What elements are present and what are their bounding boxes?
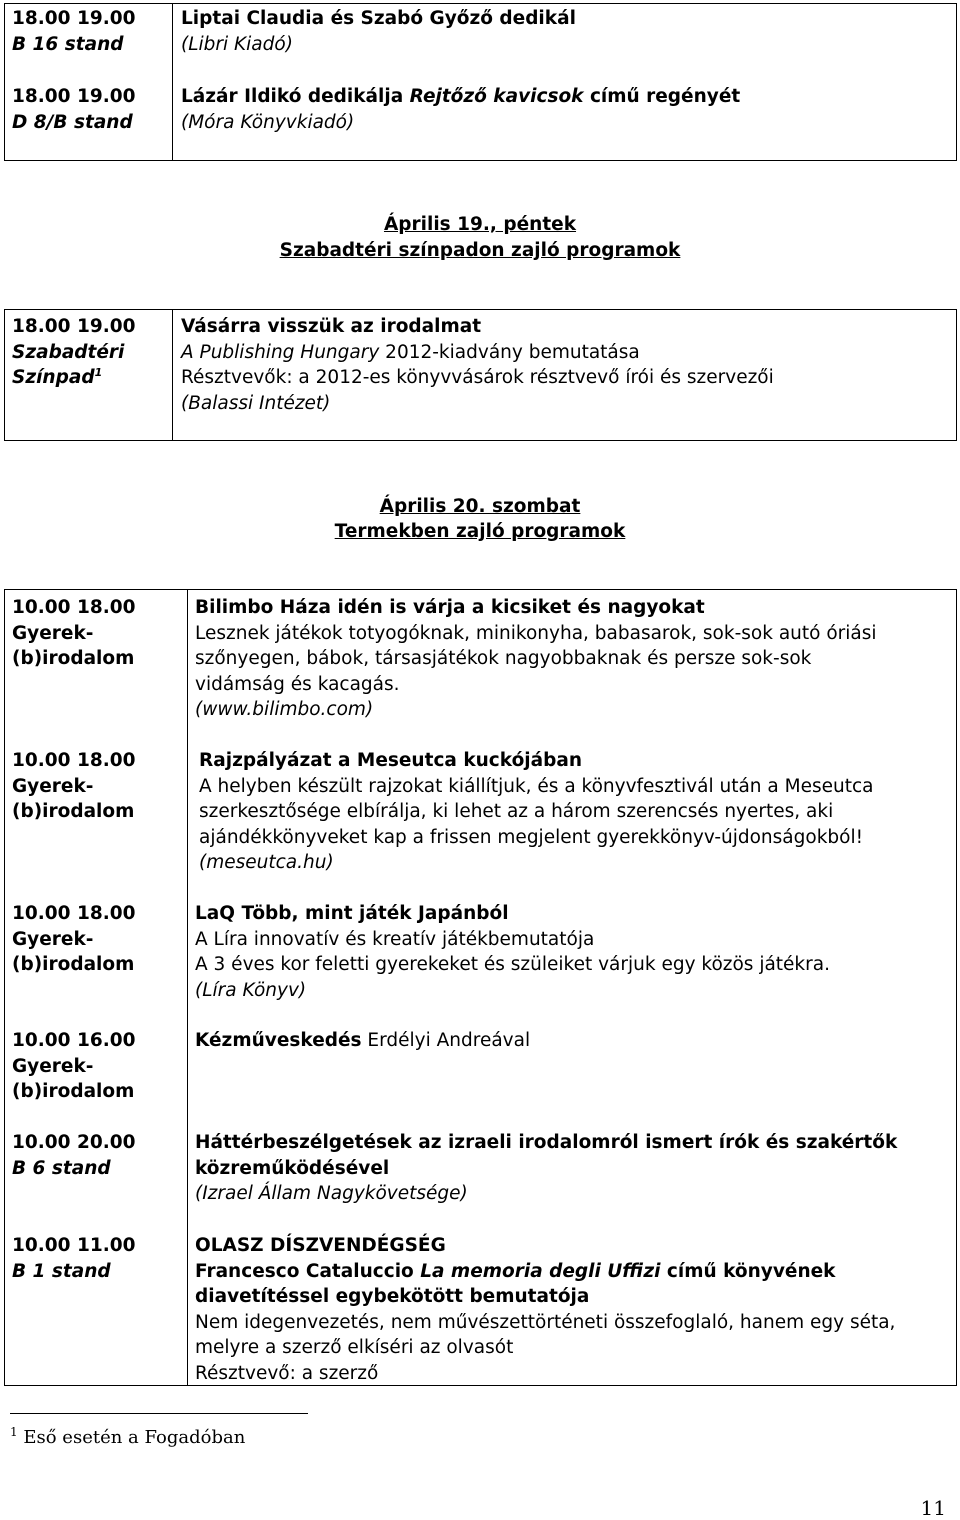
organizer: (meseutca.hu) (199, 852, 334, 873)
book-title: Rejtőző kavicsok (409, 86, 584, 107)
program-line: A Líra innovatív és kreatív játékbemutatója (195, 928, 595, 950)
organizer: (Balassi Intézet) (181, 392, 331, 414)
program-line: vidámság és kacagás. (195, 673, 400, 695)
stand-location: B 1 stand (12, 1260, 111, 1282)
italic-text: A Publishing Hungary (181, 341, 380, 363)
table-row (12, 1130, 182, 1181)
organizer: (www.bilimbo.com) (195, 699, 374, 720)
time-range: 18.00 19.00 (12, 8, 136, 29)
title-bold: Kézműveskedés (195, 1030, 362, 1051)
table-row (12, 1028, 182, 1105)
table-divider (172, 3, 173, 161)
time-range: 10.00 18.00 (12, 903, 136, 924)
program-line: melyre a szerző elkíséri az olvasót (195, 1337, 514, 1358)
section-subtitle (0, 519, 960, 545)
day-title: Április 19., péntek (383, 214, 577, 235)
book-title: La memoria degli Uffizi (420, 1260, 661, 1282)
subtitle-text: Szabadtéri színpadon zajló programok (279, 240, 681, 261)
program-title (181, 84, 740, 110)
program-line: A helyben készült rajzokat kiállítjuk, és a könyvfesztivál után a Meseutca (199, 775, 874, 797)
page-number: 11 (920, 1496, 946, 1520)
time-range: 18.00 19.00 (12, 316, 136, 337)
program-line: szőnyegen, bábok, társasjátékok nagyobbaknak és persze sok-sok (195, 648, 812, 669)
program-description (199, 748, 873, 876)
plain-text: 2012-kiadvány bemutatása (379, 341, 640, 363)
title-text: című könyvének (660, 1260, 836, 1282)
program-line: Résztvevők: a 2012-es könyvvásárok résztvevő írói és szervezői (181, 367, 774, 388)
day-title: Április 20. szombat (379, 496, 581, 517)
category: Gyerek- (12, 622, 94, 644)
time-range: 18.00 19.00 (12, 86, 136, 107)
table-row (12, 6, 167, 57)
program-line: Nem idegenvezetés, nem művészettörténeti összefoglaló, hanem egy séta, (195, 1311, 896, 1333)
program-description (181, 6, 576, 57)
program-title: Rajzpályázat a Meseutca kuckójában (199, 750, 583, 771)
program-title (195, 1028, 530, 1054)
program-title: Liptai Claudia és Szabó Győző dedikál (181, 8, 576, 29)
table-divider (172, 309, 173, 441)
program-title: Vásárra visszük az irodalmat (181, 316, 482, 337)
time-range: 10.00 11.00 (12, 1235, 136, 1256)
stand-location: B 6 stand (12, 1157, 111, 1179)
program-title: diavetítéssel egybekötött bemutatója (195, 1286, 590, 1307)
program-line: Résztvevő: a szerző (195, 1362, 379, 1384)
table-divider (187, 589, 188, 1386)
stage-location (12, 365, 167, 391)
time-range: 10.00 18.00 (12, 597, 136, 618)
program-line (181, 340, 774, 366)
category: (b)irodalom (12, 1081, 135, 1102)
stage-name: Színpad (12, 367, 95, 388)
author-name: Francesco Cataluccio (195, 1260, 421, 1282)
program-description (195, 901, 830, 1003)
footnote (10, 1427, 245, 1449)
table-row (12, 84, 167, 135)
category: Gyerek- (12, 1055, 94, 1077)
table-row (12, 748, 182, 825)
subtitle-text: Termekben zajló programok (334, 521, 626, 542)
program-description (195, 595, 877, 723)
category: (b)irodalom (12, 801, 135, 822)
organizer: (Móra Könyvkiadó) (181, 111, 355, 133)
program-line: Lesznek játékok totyogóknak, minikonyha, babasarok, sok-sok autó óriási (195, 622, 877, 644)
footnote-mark: 1 (10, 1425, 18, 1439)
program-line: szerkesztősége elbírálja, ki lehet az a három szerencsés nyertes, aki (199, 801, 834, 822)
program-title: Háttérbeszélgetések az izraeli irodalomról ismert írók és szakértők (195, 1132, 898, 1153)
time-range: 10.00 20.00 (12, 1132, 136, 1153)
stand-location: B 16 stand (12, 33, 124, 55)
program-description (181, 84, 740, 135)
program-description (195, 1028, 530, 1054)
program-line: A 3 éves kor feletti gyerekeket és szüleiket várjuk egy közös játékra. (195, 954, 830, 975)
program-description (195, 1130, 897, 1207)
stage-location: Szabadtéri (12, 341, 125, 363)
category: Gyerek- (12, 775, 94, 797)
program-title: OLASZ DÍSZVENDÉGSÉG (195, 1235, 446, 1256)
title-text: című regényét (583, 86, 741, 107)
table-row (12, 314, 167, 391)
organizer: (Libri Kiadó) (181, 33, 293, 55)
footnote-separator (10, 1413, 308, 1414)
program-title (195, 1259, 895, 1285)
category: (b)irodalom (12, 648, 135, 669)
title-plain: Erdélyi Andreával (361, 1030, 531, 1051)
title-text: Lázár Ildikó dedikálja (181, 86, 410, 107)
category: Gyerek- (12, 928, 94, 950)
program-description (195, 1233, 895, 1386)
time-range: 10.00 16.00 (12, 1030, 136, 1051)
program-title: Bilimbo Háza idén is várja a kicsiket és nagyokat (195, 597, 705, 618)
table-row (12, 595, 182, 672)
program-title: közreműködésével (195, 1157, 390, 1179)
stand-location: D 8/B stand (12, 111, 133, 133)
section-day-heading (0, 212, 960, 238)
section-subtitle (0, 238, 960, 264)
table-row (12, 1233, 182, 1284)
program-line: ajándékkönyveket kap a frissen megjelent gyerekkönyv-újdonságokból! (199, 826, 864, 848)
organizer: (Líra Könyv) (195, 979, 307, 1001)
section-day-heading (0, 494, 960, 520)
program-title: LaQ Több, mint játék Japánból (195, 903, 509, 924)
footnote-mark: 1 (94, 365, 103, 379)
category: (b)irodalom (12, 954, 135, 975)
program-description (181, 314, 774, 416)
organizer: (Izrael Állam Nagykövetsége) (195, 1183, 468, 1204)
time-range: 10.00 18.00 (12, 750, 136, 771)
footnote-text: Eső esetén a Fogadóban (17, 1427, 246, 1448)
table-row (12, 901, 182, 978)
